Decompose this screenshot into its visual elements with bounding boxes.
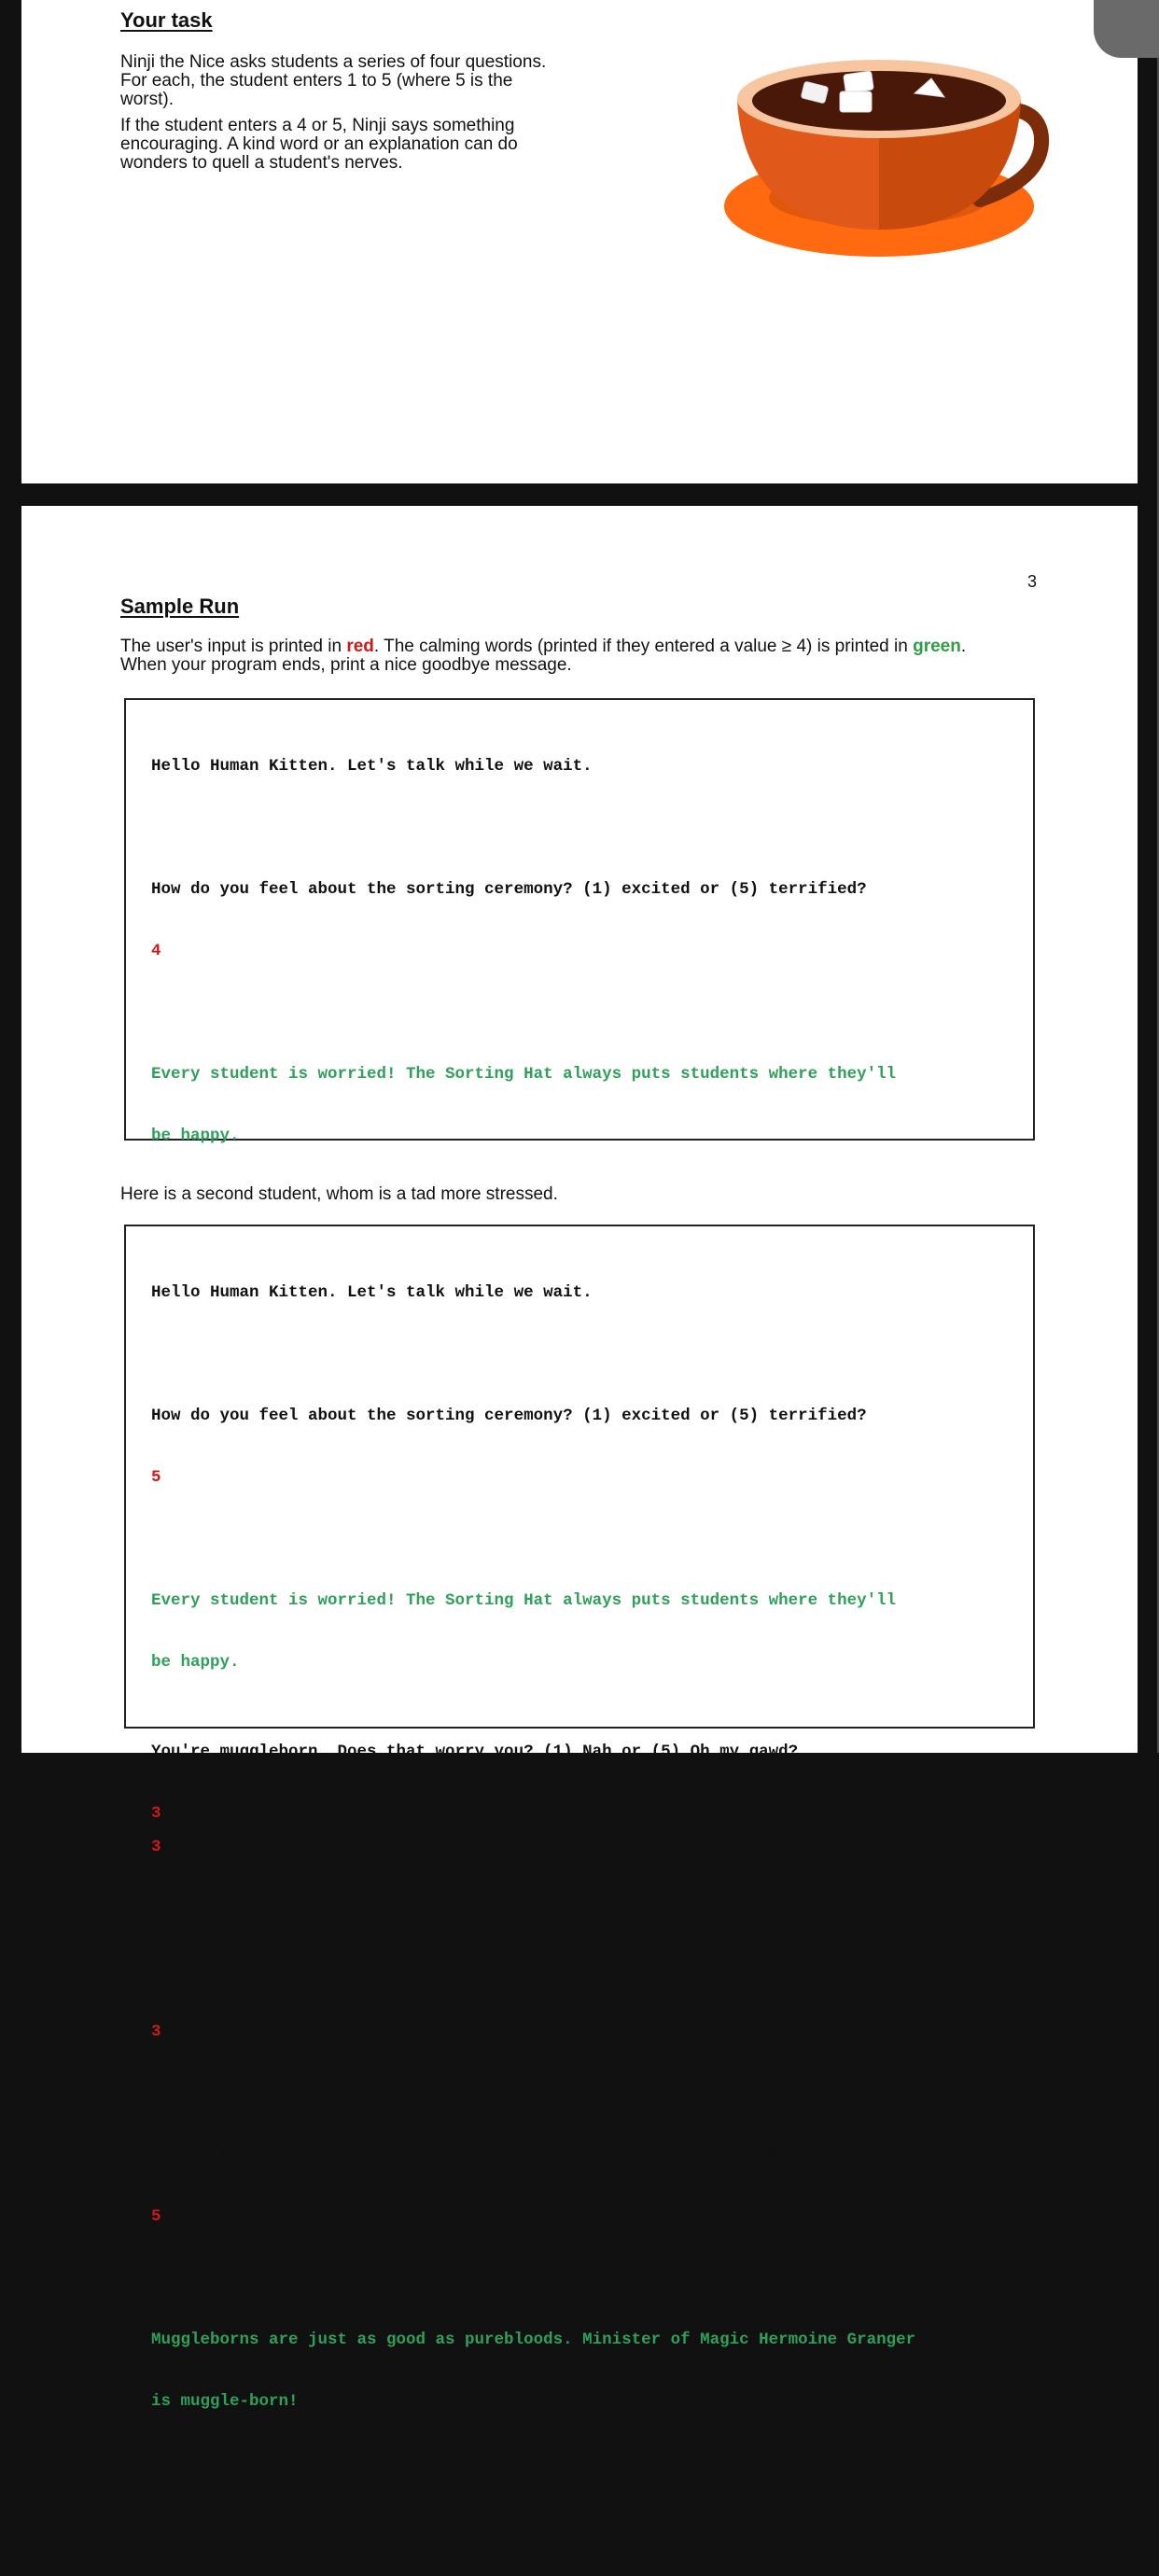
sample-run-heading: Sample Run bbox=[120, 595, 240, 618]
console-input-3: 3 bbox=[151, 2023, 161, 2041]
console-greeting: Hello Human Kitten. Let's talk while we wait. bbox=[151, 1283, 593, 1302]
console-question-1: How do you feel about the sorting ceremony? (1) excited or (5) terrified? bbox=[151, 1407, 867, 1425]
console-calming-1-cont: be happy. bbox=[151, 1127, 240, 1145]
console-input-1: 4 bbox=[151, 942, 161, 960]
description-text-c: . bbox=[960, 637, 967, 656]
console-input-4: 5 bbox=[151, 2207, 161, 2226]
console-input-2: 3 bbox=[151, 1838, 161, 1856]
console-question-3: How about potions? (1) I will be good or (5) I'll blow up the classroom? bbox=[151, 1961, 858, 1980]
console-calming-1: Every student is worried! The Sorting Hat always puts students where they'll bbox=[151, 1591, 897, 1610]
window-corner-tab bbox=[1094, 0, 1159, 58]
console-greeting: Hello Human Kitten. Let's talk while we wait. bbox=[151, 757, 593, 776]
description-green-word: green bbox=[913, 637, 961, 656]
console-input-4: 3 bbox=[151, 1804, 161, 1823]
console-question-1: How do you feel about the sorting ceremony? (1) excited or (5) terrified? bbox=[151, 880, 867, 899]
console-goodbye: Here, have some nice hot cocoa and good luck with your Sorting! bbox=[151, 1927, 769, 1946]
console-calming-4: Muggleborns are just as good as purebloods. Minister of Magic Hermoine Granger bbox=[151, 2331, 916, 2349]
console-calming-1: Every student is worried! The Sorting Hat always puts students where they'll bbox=[151, 1065, 897, 1084]
console-question-2: Are you worried about friends? (1) No, I'm popular or (5) I'll be an outcast? bbox=[151, 1776, 906, 1795]
hot-cocoa-illustration bbox=[700, 50, 1054, 274]
console-question-4: You're muggleborn. Does that worry you? (1) Nah or (5) Oh my gawd? bbox=[151, 2146, 799, 2164]
console-calming-1-cont: be happy. bbox=[151, 1653, 240, 1672]
second-student-intro: Here is a second student, whom is a tad more stressed. bbox=[120, 1184, 558, 1204]
task-paragraph-2: If the student enters a 4 or 5, Ninji says something encouraging. A kind word or an explanation can do wonders to quell a student's nerves. bbox=[120, 116, 518, 173]
console-question-4: You're muggleborn. Does that worry you? (1) Nah or (5) Oh my gawd? bbox=[151, 1743, 799, 1761]
description-line-2: When your program ends, print a nice goodbye message. bbox=[120, 655, 572, 675]
console-calming-4-cont: is muggle-born! bbox=[151, 2392, 299, 2411]
sample-run-page bbox=[21, 506, 1138, 2534]
console-input-1: 5 bbox=[151, 1468, 161, 1487]
console-goodbye: Here, have some nice hot cocoa and good luck with your Sorting! bbox=[151, 2515, 769, 2534]
task-page bbox=[21, 0, 1138, 483]
sample-description bbox=[120, 637, 1054, 675]
task-paragraph-1: Ninji the Nice asks students a series of four questions. For each, the student enters 1 to 5 (where 5 is the worst). bbox=[120, 52, 547, 109]
sample-run-2-console bbox=[124, 1225, 1035, 2534]
description-text-b: . The calming words (printed if they entered a value ≥ 4) is printed in bbox=[373, 637, 914, 656]
description-red-word: red bbox=[346, 637, 374, 656]
page-number: 3 bbox=[1027, 572, 1038, 591]
description-text-a: The user's input is printed in bbox=[120, 637, 347, 656]
task-heading: Your task bbox=[120, 8, 213, 32]
